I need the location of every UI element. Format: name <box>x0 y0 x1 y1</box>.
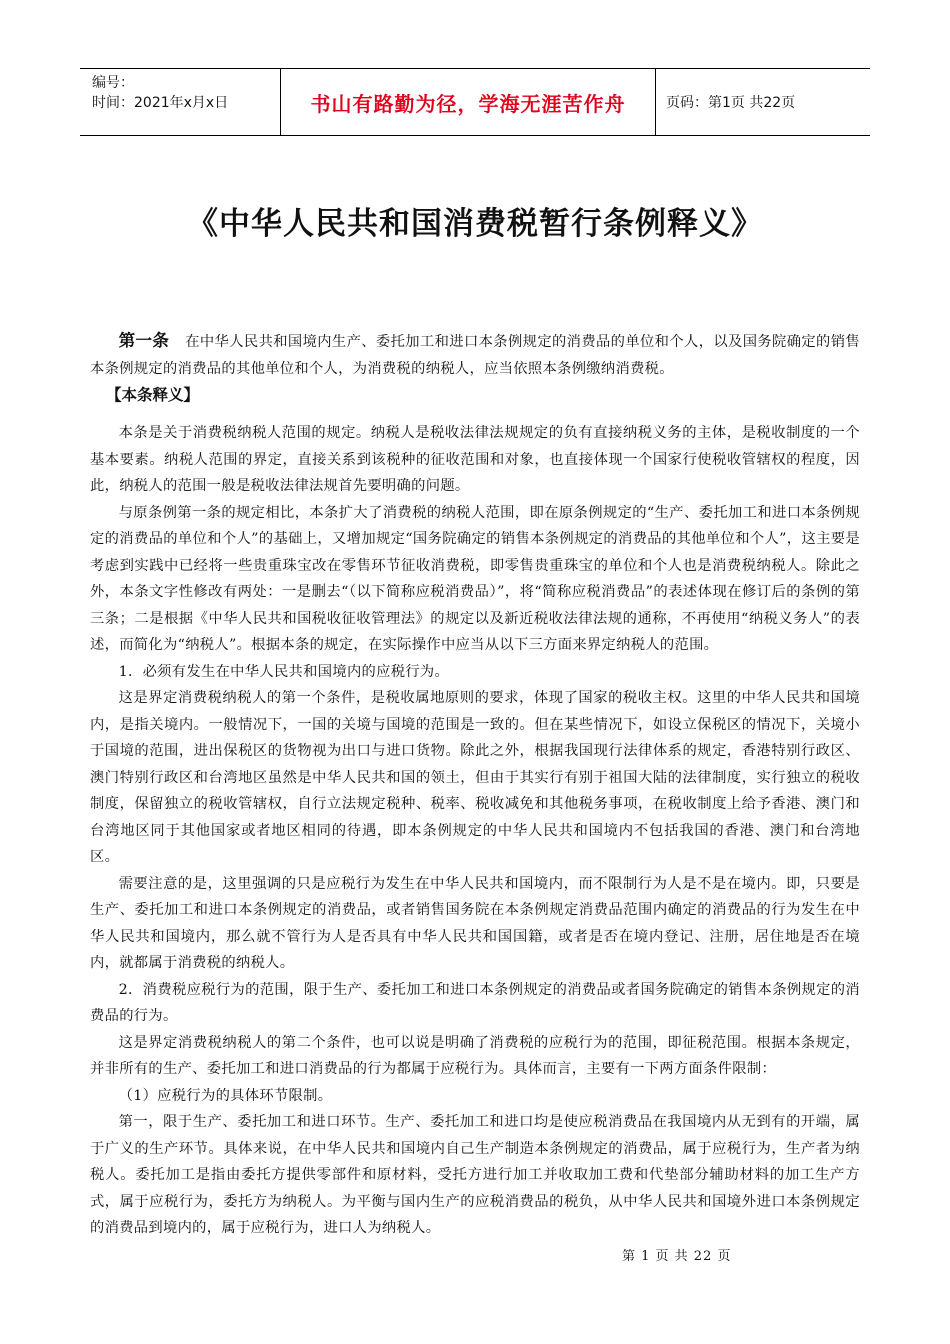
article-heading: 第一条 <box>118 331 170 350</box>
document-title: 《中华人民共和国消费税暂行条例释义》 <box>187 206 763 242</box>
header-motto: 书山有路勤为径，学海无涯苦作舟 <box>280 69 656 135</box>
section-label: 【本条释义】 <box>106 386 200 404</box>
body-paragraph: 与原条例第一条的规定相比，本条扩大了消费税的纳税人范围，即在原条例规定的“生产、委托加工和进口本条例规定的消费品的单位和个人”的基础上，又增加规定“国务院确定的销售本条例规定的消费品的其他单位和个人”，这主要是考虑到实践中已经将一些贵重珠宝改在零售环节征收消费税，即零售贵重珠宝的单位和个人也是消费税纳税人。除此之外，本条文字性修改有两处：一是删去“（以下简称应税消费品）”，将“简称应税消费品”的表述体现在修订后的条例的第三条；二是根据《中华人民共和国税收征收管理法》的规定以及新近税收法律法规的通称，不再使用“纳税义务人”的表述，而简化为“纳税人”。根据本条的规定，在实际操作中应当从以下三方面来界定纳税人的范围。 <box>90 504 860 653</box>
body-paragraph: （1）应税行为的具体环节限制。 <box>118 1087 333 1104</box>
body-paragraph: 需要注意的是，这里强调的只是应税行为发生在中华人民共和国境内，而不限制行为人是不是在境内。即，只要是生产、委托加工和进口本条例规定的消费品，或者销售国务院在本条例规定消费品范围内确定的消费品的行为发生在中华人民共和国境内，那么就不管行为人是否具有中华人民共和国国籍，或者是否在境内登记、注册，居住地是否在境内，就都属于消费税的纳税人。 <box>90 875 860 971</box>
page-footer: 第 1 页 共 22 页 <box>622 1249 732 1264</box>
page-header <box>80 68 870 136</box>
doc-time-label: 时间：2021年x月x日 <box>92 95 229 111</box>
body-paragraph: 这是界定消费税纳税人的第一个条件，是税收属地原则的要求，体现了国家的税收主权。这里的中华人民共和国境内，是指关境内。一般情况下，一国的关境与国境的范围是一致的。但在某些情况下，如设立保税区的情况下，关境小于国境的范围，进出保税区的货物视为出口与进口货物。除此之外，根据我国现行法律体系的规定，香港特别行政区、澳门特别行政区和台湾地区虽然是中华人民共和国的领土，但由于其实行有别于祖国大陆的法律制度，实行独立的税收制度，保留独立的税收管辖权，自行立法规定税种、税率、税收减免和其他税务事项，在税收制度上给予香港、澳门和台湾地区同于其他国家或者地区相同的待遇，即本条例规定的中华人民共和国境内不包括我国的香港、澳门和台湾地区。 <box>90 690 860 865</box>
article-text: 在中华人民共和国境内生产、委托加工和进口本条例规定的消费品的单位和个人，以及国务院确定的销售本条例规定的消费品的其他单位和个人，为消费税的纳税人，应当依照本条例缴纳消费税。 <box>90 334 860 377</box>
body-paragraph: 本条是关于消费税纳税人范围的规定。纳税人是税收法律法规规定的负有直接纳税义务的主体，是税收制度的一个基本要素。纳税人范围的界定，直接关系到该税种的征收范围和对象，也直接体现一个国家行使税收管辖权的程度，因此，纳税人的范围一般是税收法律法规首先要明确的问题。 <box>90 425 860 494</box>
article-paragraph <box>90 328 860 382</box>
document-body <box>90 328 860 1242</box>
body-paragraph: 1．必须有发生在中华人民共和国境内的应税行为。 <box>118 663 450 680</box>
body-paragraph: 这是界定消费税纳税人的第二个条件，也可以说是明确了消费税的应税行为的范围，即征税范围。根据本条规定，并非所有的生产、委托加工和进口消费品的行为都属于应税行为。具体而言，主要有一下两方面条件限制： <box>90 1034 860 1077</box>
header-page-info: 页码：第1页 共22页 <box>666 95 796 111</box>
body-paragraph: 第一，限于生产、委托加工和进口环节。生产、委托加工和进口均是使应税消费品在我国境内从无到有的开端，属于广义的生产环节。具体来说，在中华人民共和国境内自己生产制造本条例规定的消费品，属于应税行为，生产者为纳税人。委托加工是指由委托方提供零部件和原材料，受托方进行加工并收取加工费和代垫部分辅助材料的加工生产方式，属于应税行为，委托方为纳税人。为平衡与国内生产的应税消费品的税负，从中华人民共和国境外进口本条例规定的消费品到境内的，属于应税行为，进口人为纳税人。 <box>90 1114 860 1236</box>
body-paragraph: 2．消费税应税行为的范围，限于生产、委托加工和进口本条例规定的消费品或者国务院确定的销售本条例规定的消费品的行为。 <box>90 981 860 1024</box>
doc-number-label: 编号： <box>92 75 134 91</box>
header-meta <box>80 69 280 135</box>
